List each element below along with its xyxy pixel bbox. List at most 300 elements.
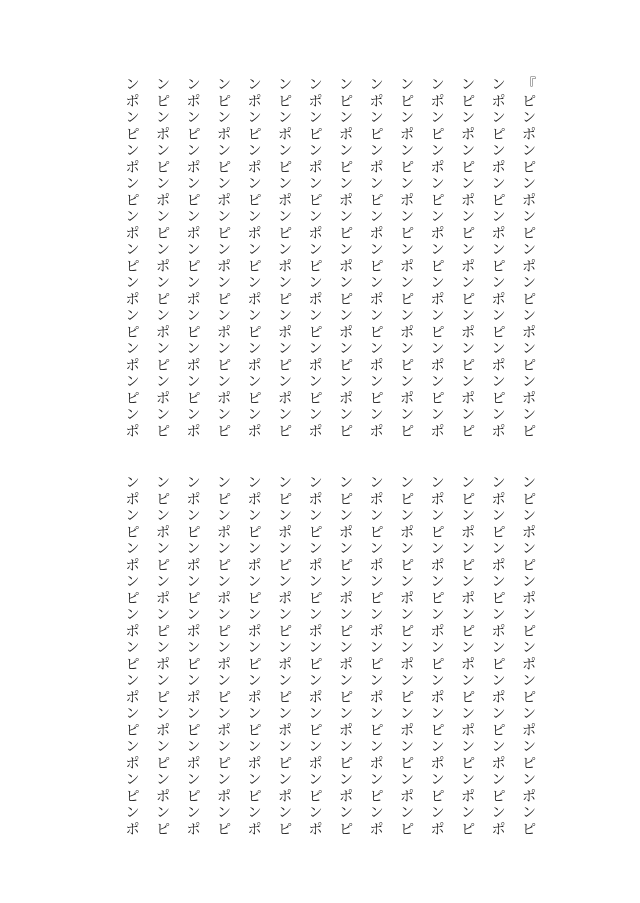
text-glyph: ン bbox=[217, 242, 231, 258]
text-glyph: ン bbox=[491, 640, 506, 656]
text-glyph: ン bbox=[491, 143, 506, 159]
text-glyph: ポ bbox=[217, 590, 231, 607]
text-glyph: ピ bbox=[125, 126, 140, 143]
text-glyph: ポ bbox=[339, 390, 353, 407]
text-glyph: ポ bbox=[400, 390, 414, 407]
text-glyph: ポ bbox=[339, 590, 353, 607]
text-glyph: ン bbox=[369, 143, 384, 159]
text-glyph: ピ bbox=[247, 390, 262, 407]
text-glyph: ン bbox=[186, 739, 201, 755]
text-glyph: ポ bbox=[186, 557, 201, 574]
text-glyph: ン bbox=[125, 407, 140, 423]
text-glyph: ン bbox=[186, 541, 201, 557]
text-glyph: ポ bbox=[278, 590, 292, 607]
text-glyph: ポ bbox=[217, 324, 231, 341]
text-glyph: ポ bbox=[186, 291, 201, 308]
text-glyph: ン bbox=[400, 706, 414, 722]
text-glyph: ピ bbox=[308, 390, 323, 407]
text-glyph: ン bbox=[430, 176, 445, 192]
text-glyph: ポ bbox=[339, 324, 353, 341]
text-glyph: ピ bbox=[491, 722, 506, 739]
text-glyph: ン bbox=[186, 508, 201, 524]
text-glyph: ポ bbox=[278, 524, 292, 541]
text-glyph: ン bbox=[217, 739, 231, 755]
text-glyph: ン bbox=[522, 607, 536, 623]
text-glyph: ン bbox=[247, 209, 262, 225]
text-column bbox=[459, 77, 477, 447]
text-glyph: ポ bbox=[339, 258, 353, 275]
text-glyph: ポ bbox=[308, 491, 323, 508]
text-glyph: ポ bbox=[369, 93, 384, 110]
text-glyph: ン bbox=[461, 407, 475, 423]
text-glyph: ピ bbox=[308, 126, 323, 143]
text-glyph: ン bbox=[522, 374, 536, 390]
text-glyph: ン bbox=[430, 640, 445, 656]
text-glyph: ン bbox=[430, 275, 445, 291]
text-glyph: ン bbox=[491, 541, 506, 557]
text-glyph: ン bbox=[400, 308, 414, 324]
text-glyph: ピ bbox=[461, 491, 475, 508]
text-glyph: ポ bbox=[217, 524, 231, 541]
text-glyph: ン bbox=[461, 541, 475, 557]
text-glyph: ポ bbox=[278, 722, 292, 739]
text-glyph: ポ bbox=[339, 656, 353, 673]
text-glyph: ピ bbox=[156, 357, 170, 374]
text-glyph: ン bbox=[491, 341, 506, 357]
text-glyph: ピ bbox=[247, 258, 262, 275]
text-glyph: ン bbox=[217, 77, 231, 93]
text-glyph: ン bbox=[156, 242, 170, 258]
text-glyph: ポ bbox=[217, 722, 231, 739]
text-column bbox=[307, 475, 325, 845]
text-glyph: ン bbox=[156, 374, 170, 390]
text-column bbox=[398, 77, 416, 447]
text-glyph: ポ bbox=[186, 93, 201, 110]
text-glyph: ポ bbox=[339, 788, 353, 805]
text-glyph: ン bbox=[461, 673, 475, 689]
text-glyph: ポ bbox=[400, 656, 414, 673]
text-glyph: ポ bbox=[186, 755, 201, 772]
text-glyph: ン bbox=[491, 805, 506, 821]
text-glyph: ピ bbox=[491, 192, 506, 209]
text-glyph: ン bbox=[247, 143, 262, 159]
text-glyph: ン bbox=[156, 739, 170, 755]
text-glyph: ポ bbox=[125, 821, 140, 838]
text-column bbox=[185, 77, 203, 447]
text-glyph: ポ bbox=[461, 722, 475, 739]
text-glyph: ン bbox=[125, 607, 140, 623]
text-glyph: ポ bbox=[125, 557, 140, 574]
text-glyph: ン bbox=[308, 607, 323, 623]
text-glyph: ン bbox=[522, 143, 536, 159]
text-glyph: ン bbox=[217, 475, 231, 491]
text-glyph: ピ bbox=[247, 126, 262, 143]
text-glyph: ン bbox=[308, 110, 323, 126]
text-glyph: ポ bbox=[339, 722, 353, 739]
text-glyph: ン bbox=[369, 275, 384, 291]
text-glyph: ン bbox=[461, 374, 475, 390]
text-glyph: ピ bbox=[369, 258, 384, 275]
text-glyph: ン bbox=[217, 805, 231, 821]
text-glyph: ピ bbox=[156, 689, 170, 706]
text-glyph: ピ bbox=[156, 491, 170, 508]
text-glyph: ン bbox=[369, 772, 384, 788]
text-column bbox=[307, 77, 325, 447]
text-glyph: ン bbox=[430, 77, 445, 93]
text-glyph: ン bbox=[247, 475, 262, 491]
text-glyph: ン bbox=[217, 640, 231, 656]
text-glyph: ポ bbox=[522, 524, 536, 541]
text-glyph: ン bbox=[217, 508, 231, 524]
text-glyph: ポ bbox=[156, 524, 170, 541]
text-glyph: ン bbox=[369, 77, 384, 93]
text-glyph: ン bbox=[308, 640, 323, 656]
text-glyph: ピ bbox=[156, 291, 170, 308]
text-glyph: ン bbox=[430, 673, 445, 689]
text-glyph: ン bbox=[217, 374, 231, 390]
text-glyph: ポ bbox=[186, 357, 201, 374]
text-glyph: ピ bbox=[278, 491, 292, 508]
text-glyph: ピ bbox=[400, 623, 414, 640]
text-glyph: ン bbox=[217, 772, 231, 788]
text-glyph: ン bbox=[339, 706, 353, 722]
text-glyph: ン bbox=[247, 640, 262, 656]
text-glyph: ピ bbox=[217, 357, 231, 374]
text-glyph: ポ bbox=[369, 557, 384, 574]
text-glyph: ン bbox=[156, 341, 170, 357]
text-column bbox=[215, 475, 233, 845]
text-glyph: ピ bbox=[522, 623, 536, 640]
text-glyph: ピ bbox=[491, 656, 506, 673]
text-glyph: ピ bbox=[186, 524, 201, 541]
text-glyph: ン bbox=[522, 209, 536, 225]
text-glyph: ピ bbox=[461, 159, 475, 176]
text-glyph: ン bbox=[400, 110, 414, 126]
text-glyph: ン bbox=[125, 508, 140, 524]
text-glyph: ピ bbox=[369, 324, 384, 341]
text-glyph: ピ bbox=[522, 821, 536, 838]
text-glyph: ン bbox=[308, 308, 323, 324]
text-glyph: ピ bbox=[339, 159, 353, 176]
text-glyph: ン bbox=[461, 110, 475, 126]
text-glyph: ン bbox=[156, 110, 170, 126]
text-glyph: ポ bbox=[308, 159, 323, 176]
text-glyph: ン bbox=[186, 308, 201, 324]
text-glyph: ン bbox=[278, 640, 292, 656]
text-glyph: ポ bbox=[430, 159, 445, 176]
text-glyph: ポ bbox=[339, 126, 353, 143]
text-glyph: ン bbox=[400, 640, 414, 656]
text-glyph: ン bbox=[369, 640, 384, 656]
text-glyph: ポ bbox=[308, 557, 323, 574]
text-glyph: ピ bbox=[430, 656, 445, 673]
text-glyph: ピ bbox=[522, 291, 536, 308]
text-glyph: ピ bbox=[278, 159, 292, 176]
text-glyph: ポ bbox=[247, 491, 262, 508]
text-glyph: ン bbox=[339, 407, 353, 423]
text-glyph: ン bbox=[186, 805, 201, 821]
text-glyph: ン bbox=[369, 574, 384, 590]
text-glyph: ピ bbox=[247, 788, 262, 805]
text-glyph: ピ bbox=[339, 225, 353, 242]
text-glyph: ポ bbox=[461, 126, 475, 143]
text-glyph: ン bbox=[156, 77, 170, 93]
text-glyph: ピ bbox=[186, 656, 201, 673]
text-glyph: ポ bbox=[491, 689, 506, 706]
text-glyph: ン bbox=[491, 275, 506, 291]
text-glyph: ン bbox=[522, 407, 536, 423]
text-glyph: ン bbox=[491, 308, 506, 324]
text-glyph: ン bbox=[522, 640, 536, 656]
text-glyph: ン bbox=[186, 407, 201, 423]
text-glyph: ン bbox=[430, 308, 445, 324]
text-glyph: ン bbox=[430, 143, 445, 159]
text-glyph: ポ bbox=[491, 357, 506, 374]
text-glyph: ピ bbox=[308, 524, 323, 541]
text-glyph: ン bbox=[186, 176, 201, 192]
text-glyph: ン bbox=[125, 110, 140, 126]
text-glyph: ポ bbox=[369, 821, 384, 838]
text-column bbox=[368, 77, 386, 447]
text-glyph: ポ bbox=[278, 192, 292, 209]
text-glyph: ン bbox=[308, 673, 323, 689]
text-glyph: ピ bbox=[522, 225, 536, 242]
text-glyph: ン bbox=[522, 574, 536, 590]
text-column bbox=[429, 77, 447, 447]
text-glyph: ピ bbox=[125, 390, 140, 407]
text-glyph: ン bbox=[339, 475, 353, 491]
text-glyph: ン bbox=[430, 772, 445, 788]
text-glyph: ン bbox=[491, 110, 506, 126]
text-glyph: ン bbox=[156, 541, 170, 557]
text-glyph: ピ bbox=[400, 357, 414, 374]
text-glyph: ピ bbox=[430, 324, 445, 341]
text-glyph: ポ bbox=[217, 126, 231, 143]
text-glyph: ン bbox=[308, 341, 323, 357]
text-glyph: ポ bbox=[186, 689, 201, 706]
text-glyph: ポ bbox=[430, 93, 445, 110]
text-glyph: ン bbox=[339, 143, 353, 159]
text-glyph: ン bbox=[461, 242, 475, 258]
text-glyph: ン bbox=[308, 772, 323, 788]
text-glyph: ン bbox=[186, 574, 201, 590]
text-glyph: ン bbox=[156, 772, 170, 788]
text-glyph: ピ bbox=[217, 491, 231, 508]
text-glyph: ピ bbox=[400, 755, 414, 772]
text-glyph: ン bbox=[125, 275, 140, 291]
text-glyph: ピ bbox=[461, 225, 475, 242]
text-block-upper bbox=[0, 77, 640, 447]
text-glyph: ン bbox=[125, 772, 140, 788]
text-glyph: ン bbox=[278, 242, 292, 258]
text-glyph: ン bbox=[491, 739, 506, 755]
text-glyph: ン bbox=[400, 275, 414, 291]
text-glyph: ポ bbox=[247, 159, 262, 176]
text-glyph: ン bbox=[125, 541, 140, 557]
text-glyph: ピ bbox=[522, 557, 536, 574]
text-glyph: ン bbox=[217, 574, 231, 590]
text-glyph: ン bbox=[217, 673, 231, 689]
text-column bbox=[429, 475, 447, 845]
text-glyph: ピ bbox=[522, 423, 536, 440]
text-glyph: ポ bbox=[430, 491, 445, 508]
text-glyph: ン bbox=[186, 673, 201, 689]
text-glyph: ン bbox=[125, 374, 140, 390]
text-glyph: ピ bbox=[247, 590, 262, 607]
text-glyph: ポ bbox=[217, 192, 231, 209]
text-glyph: ピ bbox=[217, 93, 231, 110]
text-column bbox=[490, 475, 508, 845]
text-glyph: ポ bbox=[125, 423, 140, 440]
text-glyph: ン bbox=[430, 739, 445, 755]
text-glyph: ン bbox=[430, 374, 445, 390]
text-glyph: ン bbox=[461, 308, 475, 324]
text-glyph: ン bbox=[491, 209, 506, 225]
text-column bbox=[276, 475, 294, 845]
text-glyph: ピ bbox=[400, 291, 414, 308]
text-glyph: ン bbox=[400, 341, 414, 357]
text-glyph: ン bbox=[186, 772, 201, 788]
text-glyph: ピ bbox=[430, 788, 445, 805]
text-glyph: ポ bbox=[186, 821, 201, 838]
text-glyph: ン bbox=[369, 541, 384, 557]
text-glyph: ポ bbox=[156, 390, 170, 407]
text-glyph: ン bbox=[430, 407, 445, 423]
text-glyph: ピ bbox=[156, 93, 170, 110]
text-glyph: ン bbox=[369, 607, 384, 623]
text-glyph: ピ bbox=[400, 821, 414, 838]
text-column bbox=[154, 77, 172, 447]
text-glyph: ポ bbox=[522, 788, 536, 805]
text-glyph: ピ bbox=[400, 225, 414, 242]
text-glyph: ン bbox=[125, 673, 140, 689]
text-glyph: ン bbox=[400, 374, 414, 390]
text-glyph: ン bbox=[522, 275, 536, 291]
text-glyph: ポ bbox=[278, 656, 292, 673]
text-glyph: ポ bbox=[186, 623, 201, 640]
text-glyph: ポ bbox=[278, 126, 292, 143]
text-glyph: ン bbox=[339, 640, 353, 656]
text-glyph: ン bbox=[247, 407, 262, 423]
text-column bbox=[154, 475, 172, 845]
text-glyph: ン bbox=[186, 209, 201, 225]
text-glyph: ン bbox=[125, 805, 140, 821]
text-glyph: ピ bbox=[461, 291, 475, 308]
text-glyph: ピ bbox=[400, 423, 414, 440]
text-glyph: ポ bbox=[491, 423, 506, 440]
text-glyph: ン bbox=[217, 143, 231, 159]
text-glyph: ピ bbox=[308, 258, 323, 275]
text-glyph: ン bbox=[278, 706, 292, 722]
text-glyph: ン bbox=[461, 640, 475, 656]
text-glyph: ポ bbox=[522, 590, 536, 607]
text-glyph: ン bbox=[522, 805, 536, 821]
text-glyph: ポ bbox=[217, 656, 231, 673]
text-glyph: ピ bbox=[217, 755, 231, 772]
text-glyph: ピ bbox=[278, 423, 292, 440]
text-glyph: ピ bbox=[400, 557, 414, 574]
text-glyph: ピ bbox=[156, 755, 170, 772]
text-glyph: ン bbox=[125, 242, 140, 258]
text-glyph: ン bbox=[186, 706, 201, 722]
text-glyph: ン bbox=[217, 308, 231, 324]
text-glyph: ピ bbox=[491, 524, 506, 541]
text-glyph: ン bbox=[400, 176, 414, 192]
text-glyph: ピ bbox=[308, 656, 323, 673]
text-glyph: ン bbox=[186, 475, 201, 491]
text-glyph: ピ bbox=[278, 357, 292, 374]
text-glyph: ピ bbox=[125, 656, 140, 673]
text-glyph: ピ bbox=[339, 357, 353, 374]
text-glyph: ン bbox=[247, 508, 262, 524]
text-glyph: ン bbox=[217, 706, 231, 722]
text-glyph: ピ bbox=[369, 524, 384, 541]
text-glyph: ピ bbox=[461, 557, 475, 574]
text-glyph: ポ bbox=[125, 491, 140, 508]
text-glyph: ン bbox=[186, 275, 201, 291]
text-glyph: ン bbox=[278, 475, 292, 491]
text-glyph: ポ bbox=[400, 590, 414, 607]
text-glyph: ピ bbox=[308, 590, 323, 607]
text-glyph: ポ bbox=[125, 357, 140, 374]
text-glyph: ン bbox=[400, 739, 414, 755]
text-glyph: ン bbox=[308, 374, 323, 390]
text-glyph: ピ bbox=[369, 788, 384, 805]
text-glyph: ピ bbox=[522, 357, 536, 374]
text-glyph: ピ bbox=[308, 722, 323, 739]
text-glyph: ピ bbox=[461, 357, 475, 374]
text-glyph: ポ bbox=[156, 324, 170, 341]
text-glyph: ン bbox=[156, 607, 170, 623]
text-glyph: ピ bbox=[278, 821, 292, 838]
text-column bbox=[398, 475, 416, 845]
text-glyph: ピ bbox=[461, 821, 475, 838]
text-glyph: ポ bbox=[430, 423, 445, 440]
text-column bbox=[276, 77, 294, 447]
text-glyph: ピ bbox=[247, 656, 262, 673]
text-glyph: ン bbox=[125, 308, 140, 324]
text-glyph: ピ bbox=[461, 755, 475, 772]
text-column bbox=[459, 475, 477, 845]
text-glyph: ピ bbox=[217, 225, 231, 242]
text-column bbox=[520, 77, 538, 447]
text-glyph: ン bbox=[278, 77, 292, 93]
text-glyph: ピ bbox=[339, 491, 353, 508]
text-glyph: ン bbox=[339, 541, 353, 557]
text-glyph: ン bbox=[308, 541, 323, 557]
text-glyph: ポ bbox=[400, 788, 414, 805]
text-glyph: ン bbox=[278, 772, 292, 788]
text-glyph: ピ bbox=[491, 590, 506, 607]
text-glyph: ン bbox=[461, 706, 475, 722]
text-glyph: ポ bbox=[369, 689, 384, 706]
text-glyph: ン bbox=[430, 706, 445, 722]
text-glyph: ポ bbox=[430, 623, 445, 640]
text-glyph: ン bbox=[339, 209, 353, 225]
text-glyph: ン bbox=[369, 407, 384, 423]
text-glyph: ポ bbox=[522, 390, 536, 407]
text-glyph: ポ bbox=[278, 390, 292, 407]
text-glyph: ポ bbox=[156, 258, 170, 275]
text-column bbox=[368, 475, 386, 845]
text-glyph: ポ bbox=[278, 788, 292, 805]
text-glyph: ン bbox=[522, 475, 536, 491]
text-glyph: ン bbox=[278, 607, 292, 623]
text-glyph: ン bbox=[369, 308, 384, 324]
text-glyph: ン bbox=[400, 574, 414, 590]
text-glyph: ン bbox=[217, 110, 231, 126]
text-glyph: ポ bbox=[125, 623, 140, 640]
